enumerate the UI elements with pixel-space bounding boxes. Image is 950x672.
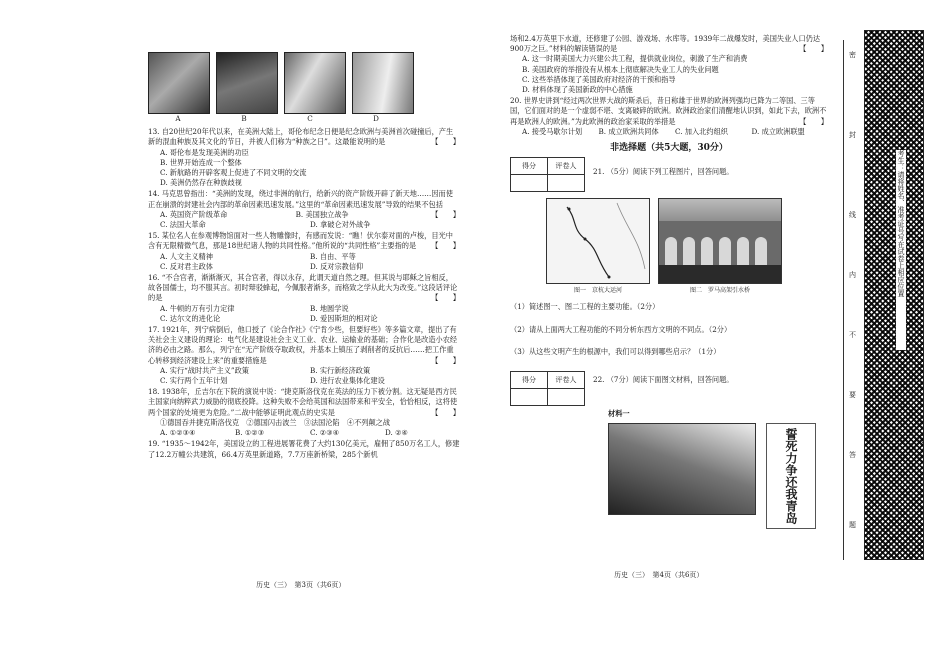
question-stem: 14. 马克思曾指出：“美洲的发现，绕过非洲的航行，给新兴的资产阶级开辟了新天地……因而使正在崩溃的封建社会内部的革命因素迅速发展。”这里的“革命因素迅速发展”导致的结果不包括 xyxy=(148,189,453,209)
figure-caption: 图二 罗马高架引水桥 xyxy=(689,287,750,295)
score-table xyxy=(510,371,585,406)
page-footer-left: 历史（三） 第3页（共6页） xyxy=(256,581,346,589)
page-footer-right: 历史（三） 第4页（共6页） xyxy=(614,571,704,579)
figure-captions xyxy=(546,286,828,296)
option: D. 进行农业集体化建设 xyxy=(310,376,385,386)
option: B. ①②③ xyxy=(235,428,265,438)
option: D. 成立欧洲联盟 xyxy=(751,126,805,136)
option: C. 加入北约组织 xyxy=(675,126,728,136)
option: C. 达尔文的进化论 xyxy=(160,313,221,323)
right-column xyxy=(510,34,828,529)
left-column xyxy=(148,52,460,460)
dot-marks: •••••• xyxy=(919,420,925,462)
question-stem: 22. （7分）阅读下面图文材料，回答问题。 xyxy=(593,375,734,385)
question-stem: 18. 1938年，丘吉尔在下院的演说中说：“捷克斯洛伐克在英法的压力下被分割。这无疑是西方民主国家向纳粹武力威胁的彻底投降。这种失败不会给英国和法国带来和平安全，恰恰相反，这将使两个国家的处境更为危险。”二战中能够证明此观点的史实是 xyxy=(148,387,458,417)
option: C. 法国大革命 xyxy=(160,220,206,230)
option: A. 牛顿的万有引力定律 xyxy=(160,303,235,313)
score-box-22 xyxy=(510,371,828,406)
photo-label: D xyxy=(373,114,379,123)
question-stem: 17. 1921年，列宁病倒后，他口授了《论合作社》《宁肯少些，但要好些》等多篇文章，提出了有关社会主义建设的理论：电气化是建设社会主义工业、农业、运输业的基础；合作化是改造小农经济的必由之路。那么，列宁在“无产阶级夺取政权，并基本上镇压了剥削者的反抗后……把工作重心转移到经济建设上来”的重要措施是 xyxy=(148,325,458,365)
binding-label: 密 xyxy=(849,51,856,59)
sub-question: （1）简述图一、图二工程的主要功能。（2分） xyxy=(510,302,660,312)
question-stem: 15. 某位名人在参观博物馆面对一些人物雕像时，有感而发说：“瞧！伏尔泰对面的卢梭，目光中含有无限精微气息，那是18世纪诸人物的共同性格。”他所说的“共同性格”主要指的是 xyxy=(148,231,453,251)
option: D. 爱因斯坦的相对论 xyxy=(310,313,378,323)
option: B. 自由、平等 xyxy=(310,251,356,261)
answer-bracket: 【 】 xyxy=(431,137,460,147)
canal-map-svg xyxy=(547,199,649,283)
option: B. 成立欧洲共同体 xyxy=(598,126,659,136)
option: D. 美洲仍然存在种族歧视 xyxy=(160,178,242,188)
score-cell[interactable] xyxy=(511,175,548,192)
answer-bracket: 【 】 xyxy=(431,209,460,219)
question-15 xyxy=(148,231,460,272)
answer-bracket: 【 】 xyxy=(431,241,460,251)
option: B. 世界开始连成一个整体 xyxy=(160,157,242,167)
question-stem: 20. 世界史讲到“经过两次世界大战的斯杀后，昔日称雄于世界的欧洲列强均已降为二等国、三等国，它们面对的是一个虚弱不堪、支离破碎的欧洲。欧洲政治家们清醒地认识到，如此下去，欧洲不再是欧洲人的欧洲。”为此欧洲的政治家采取的举措是 xyxy=(510,96,827,126)
photo-b xyxy=(216,52,278,114)
option: C. 新航路的开辟客观上促进了不同文明的交流 xyxy=(160,168,307,178)
answer-bracket: 【 】 xyxy=(431,407,460,417)
option: A. 实行“战时共产主义”政策 xyxy=(160,365,249,375)
question-items: ①德国吞并捷克斯洛伐克 ②德国闪击波兰 ③法国沦陷 ④不列颠之战 xyxy=(160,417,391,427)
calligraphy-poster: 誓死力争还我青岛 xyxy=(766,423,816,529)
dot-marks: •••••• xyxy=(919,80,925,122)
protest-photo xyxy=(608,423,756,515)
grader-cell[interactable] xyxy=(548,389,585,406)
binding-line xyxy=(843,40,865,560)
question-stem: 场和2.4万英里下水道，还修建了公园、游戏场、水库等。1939年二战爆发时，美国失业人口仍达900万之巨。”材料的解读错误的是 xyxy=(510,34,821,54)
question-20 xyxy=(510,96,828,137)
question-stem: 16. “不合官者，渐渐渐灭，其合官者，得以永存，此谓天道自然之理。但其说与耶稣之旨相反，故各国儒士，均不服其言。初时辩驳蜂起，今佩服者渐多，而格致之学从此大为改变。”这段话评论的是 xyxy=(148,273,458,303)
section-title: 非选择题（共5大题，30分） xyxy=(610,143,728,154)
question-16 xyxy=(148,273,460,324)
option: C. 这些举措体现了美国政府对经济的干预和指导 xyxy=(522,74,676,84)
photo-c xyxy=(284,52,346,114)
binding-note: 考生：请将姓名、准考证号写在试卷上相应位置 xyxy=(896,150,906,350)
binding-label: 内 xyxy=(849,271,856,279)
photo-labels xyxy=(148,114,460,124)
question-19-start xyxy=(148,439,460,459)
option: D. 拿破仑对外战争 xyxy=(310,220,371,230)
photo-a xyxy=(148,52,210,114)
security-pattern-strip xyxy=(864,30,924,560)
grader-header: 评卷人 xyxy=(548,372,585,389)
answer-bracket: 【 】 xyxy=(431,355,460,365)
option: C. ②③④ xyxy=(310,428,340,438)
figure-caption: 图一 京杭大运河 xyxy=(573,287,622,295)
score-header: 得分 xyxy=(511,372,548,389)
photo-label: B xyxy=(241,114,247,123)
answer-bracket: 【 】 xyxy=(799,116,828,126)
option: C. 反对君主政体 xyxy=(160,261,213,271)
material-row xyxy=(608,423,828,529)
answer-bracket: 【 】 xyxy=(799,44,828,54)
sub-question: （2）请从上面两大工程功能的不同分析东西方文明的不同点。（2分） xyxy=(510,324,732,334)
aqueduct-svg xyxy=(659,199,781,283)
binding-label: 封 xyxy=(849,131,856,139)
option: B. 美国政府的举措没有从根本上彻底解决失业工人的失业问题 xyxy=(522,64,719,74)
binding-label: 要 xyxy=(849,391,856,399)
option: B. 美国独立战争 xyxy=(295,209,349,219)
option: A. ①②③④ xyxy=(160,428,196,438)
canal-map-figure xyxy=(546,198,650,284)
option: B. 地圆学说 xyxy=(310,303,349,313)
option: C. 实行两个五年计划 xyxy=(160,376,228,386)
score-header: 得分 xyxy=(511,158,548,175)
option: A. 接受马歇尔计划 xyxy=(522,126,583,136)
grader-header: 评卷人 xyxy=(548,158,585,175)
option: D. ②④ xyxy=(385,428,408,438)
sub-question: （3）从这些文明产生的根源中，我们可以得到哪些启示？（1分） xyxy=(510,346,721,356)
question-stem: 13. 自20世纪20年代以来，在美洲大陆上，哥伦布纪念日便是纪念欧洲与美洲首次碰撞后，产生新的混血种族及其文化的节日，并被人们称为“种族之日”。这最能说明的是 xyxy=(148,127,454,147)
option: A. 哥伦布是发现美洲的功臣 xyxy=(160,147,249,157)
question-stem: 19. “1935～1942年，美国设立的工程进展署花费了大约130亿美元，雇佣了850万名工人，修建了12.2万幢公共建筑，66.4万英里新道路，7.7万座新桥梁，285个新机 xyxy=(148,439,460,459)
question-17 xyxy=(148,325,460,386)
photo-label: A xyxy=(175,114,181,123)
option: B. 实行新经济政策 xyxy=(310,365,371,375)
answer-bracket: 【 】 xyxy=(431,293,460,303)
option: A. 这一时期美国大力兴建公共工程，提供就业岗位，刺激了生产和消费 xyxy=(522,54,748,64)
score-table xyxy=(510,157,585,192)
option: D. 材料体现了美国新政的中心措施 xyxy=(522,85,633,95)
figure-row xyxy=(546,198,828,284)
option: A. 人文主义精神 xyxy=(160,251,213,261)
binding-label: 题 xyxy=(849,521,856,529)
binding-label: 线 xyxy=(849,211,856,219)
question-18 xyxy=(148,387,460,438)
grader-cell[interactable] xyxy=(548,175,585,192)
binding-label: 不 xyxy=(849,331,856,339)
option: D. 反对宗教信仰 xyxy=(310,261,364,271)
photo-d xyxy=(352,52,414,114)
score-box-21 xyxy=(510,157,828,192)
question-13 xyxy=(148,127,460,188)
photo-label: C xyxy=(307,114,313,123)
question-14 xyxy=(148,189,460,230)
binding-label: 答 xyxy=(849,451,856,459)
option: A. 英国资产阶级革命 xyxy=(160,209,228,219)
score-cell[interactable] xyxy=(511,389,548,406)
aqueduct-photo xyxy=(658,198,782,284)
photo-row xyxy=(148,52,460,112)
material-label: 材料一 xyxy=(608,409,630,419)
question-stem: 21. （5分）阅读下列工程图片，回答问题。 xyxy=(593,167,734,177)
